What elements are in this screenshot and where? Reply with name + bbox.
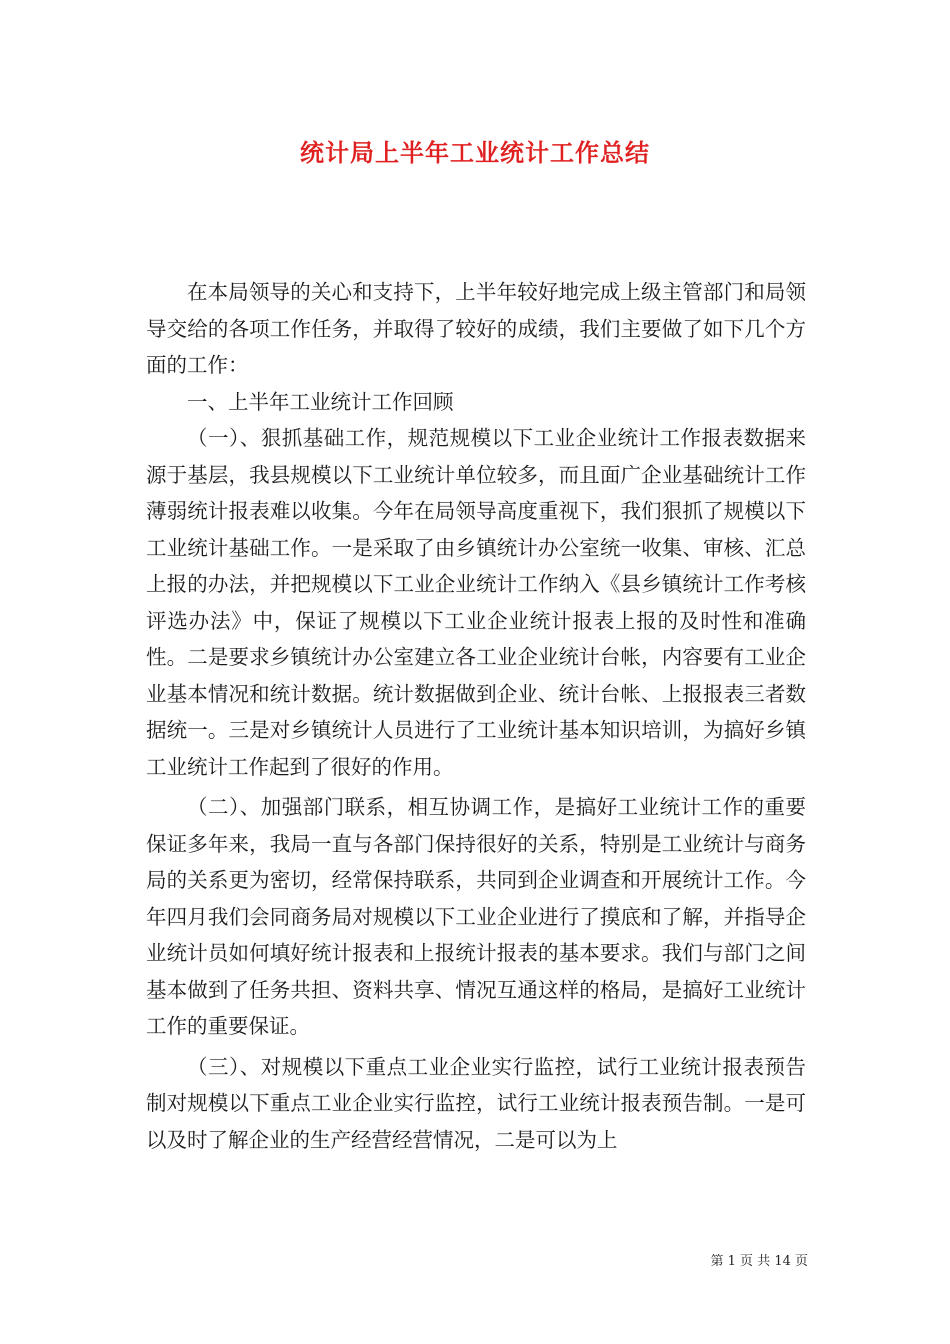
section-heading-review: 一、上半年工业统计工作回顾 [187, 389, 454, 414]
document-title: 统计局上半年工业统计工作总结 [300, 138, 650, 167]
paragraph-item-3: （三）、对规模以下重点工业企业实行监控，试行工业统计报表预告制对规模以下重点工业企业实行监控，试行工业统计报表预告制。一是可以及时了解企业的生产经营经营情况，二是可以为上 [146, 1054, 806, 1152]
document-body [146, 274, 806, 1158]
paragraph-intro: 在本局领导的关心和支持下，上半年较好地完成上级主管部门和局领导交给的各项工作任务，并取得了较好的成绩，我们主要做了如下几个方面的工作： [146, 280, 806, 377]
page-number-footer: 第 1 页 共 14 页 [710, 1254, 808, 1269]
paragraph-item-1: （一）、狠抓基础工作，规范规模以下工业企业统计工作报表数据来源于基层，我县规模以下工业统计单位较多，而且面广企业基础统计工作薄弱统计报表难以收集。今年在局领导高度重视下，我们狠抓了规模以下工业统计基础工作。一是采取了由乡镇统计办公室统一收集、审核、汇总上报的办法，并把规模以下工业企业统计工作纳入《县乡镇统计工作考核评选办法》中，保证了规模以下工业企业统计报表上报的及时性和准确性。二是要求乡镇统计办公室建立各工业企业统计台帐，内容要有工业企业基本情况和统计数据。统计数据做到企业、统计台帐、上报报表三者数据统一。三是对乡镇统计人员进行了工业统计基本知识培训，为搞好乡镇工业统计工作起到了很好的作用。 [146, 426, 806, 779]
paragraph-item-2: （二）、加强部门联系，相互协调工作，是搞好工业统计工作的重要保证多年来，我局一直与各部门保持很好的关系，特别是工业统计与商务局的关系更为密切，经常保持联系，共同到企业调查和开展统计工作。今年四月我们会同商务局对规模以下工业企业进行了摸底和了解，并指导企业统计员如何填好统计报表和上报统计报表的基本要求。我们与部门之间基本做到了任务共担、资料共享、情况互通这样的格局，是搞好工业统计工作的重要保证。 [146, 795, 806, 1038]
